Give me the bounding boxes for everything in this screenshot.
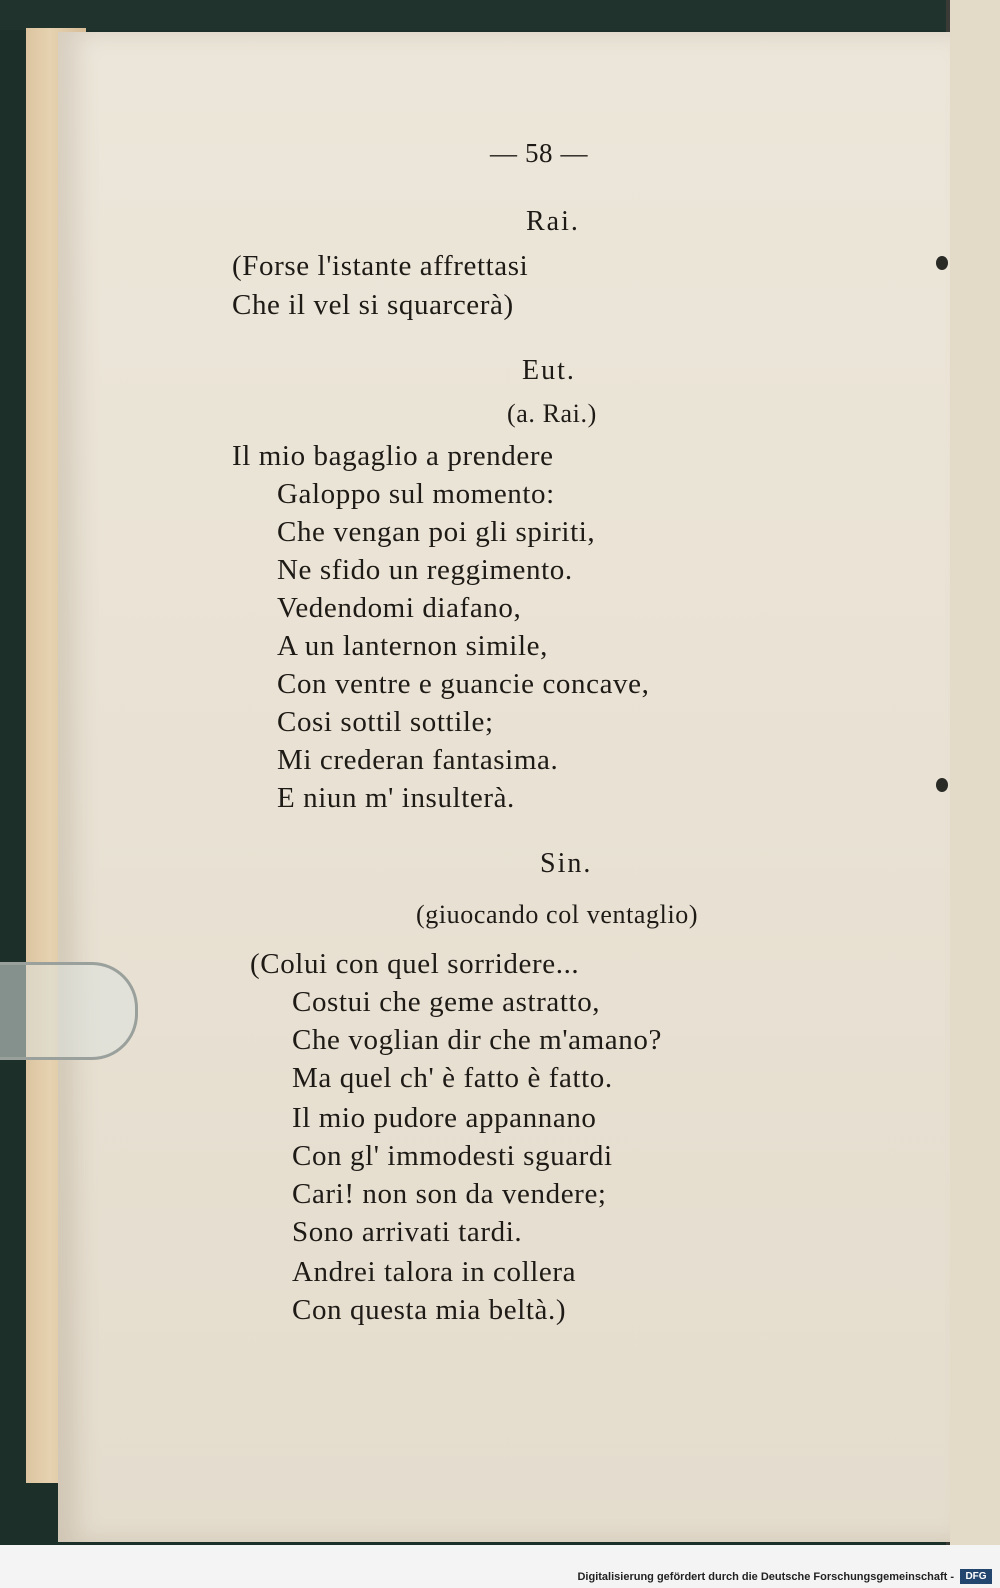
stage-direction: (giuocando col ventaglio) xyxy=(416,900,699,929)
verse-line: Andrei talora in collera xyxy=(292,1256,577,1288)
verse-line: Con gl' immodesti sguardi xyxy=(292,1140,613,1172)
verse-line: Che vengan poi gli spiriti, xyxy=(277,516,596,548)
facing-page-edge xyxy=(950,0,1000,1545)
verse-line: (Colui con quel sorridere... xyxy=(250,948,580,980)
verse-line: Galoppo sul momento: xyxy=(277,478,555,510)
stage-direction: (a. Rai.) xyxy=(507,399,597,428)
binding-thread-mark xyxy=(936,256,948,270)
verse-line: E niun m' insulterà. xyxy=(277,782,515,814)
page-number: — 58 — xyxy=(490,138,589,168)
verse-line: Con questa mia beltà.) xyxy=(292,1294,567,1326)
verse-line: Costui che geme astratto, xyxy=(292,986,601,1018)
verse-line: (Forse l'istante affrettasi xyxy=(232,250,529,282)
verse-line: Cosi sottil sottile; xyxy=(277,706,494,738)
verse-line: Ma quel ch' è fatto è fatto. xyxy=(292,1062,613,1094)
speaker-name: Rai. xyxy=(526,206,580,237)
speaker-name: Eut. xyxy=(522,355,576,386)
verse-line: A un lanternon simile, xyxy=(277,630,548,662)
page-clip xyxy=(0,962,138,1060)
verse-line: Vedendomi diafano, xyxy=(277,592,522,624)
verse-line: Ne sfido un reggimento. xyxy=(277,554,573,586)
verse-line: Che il vel si squarcerà) xyxy=(232,289,514,321)
verse-line: Cari! non son da vendere; xyxy=(292,1178,607,1210)
funding-credit: Digitalisierung gefördert durch die Deutsche Forschungsgemeinschaft - xyxy=(577,1571,954,1583)
verse-line: Con ventre e guancie concave, xyxy=(277,668,650,700)
verse-line: Sono arrivati tardi. xyxy=(292,1216,523,1248)
binding-thread-mark xyxy=(936,778,948,792)
speaker-name: Sin. xyxy=(540,848,593,879)
verse-line: Che voglian dir che m'amano? xyxy=(292,1024,662,1056)
scan-background-top xyxy=(0,0,1000,30)
show-through-text xyxy=(698,272,938,310)
verse-line: Il mio bagaglio a prendere xyxy=(232,440,554,472)
verse-line: Mi crederan fantasima. xyxy=(277,744,559,776)
verse-line: Il mio pudore appannano xyxy=(292,1102,597,1134)
dfg-logo-icon: DFG xyxy=(960,1569,992,1584)
